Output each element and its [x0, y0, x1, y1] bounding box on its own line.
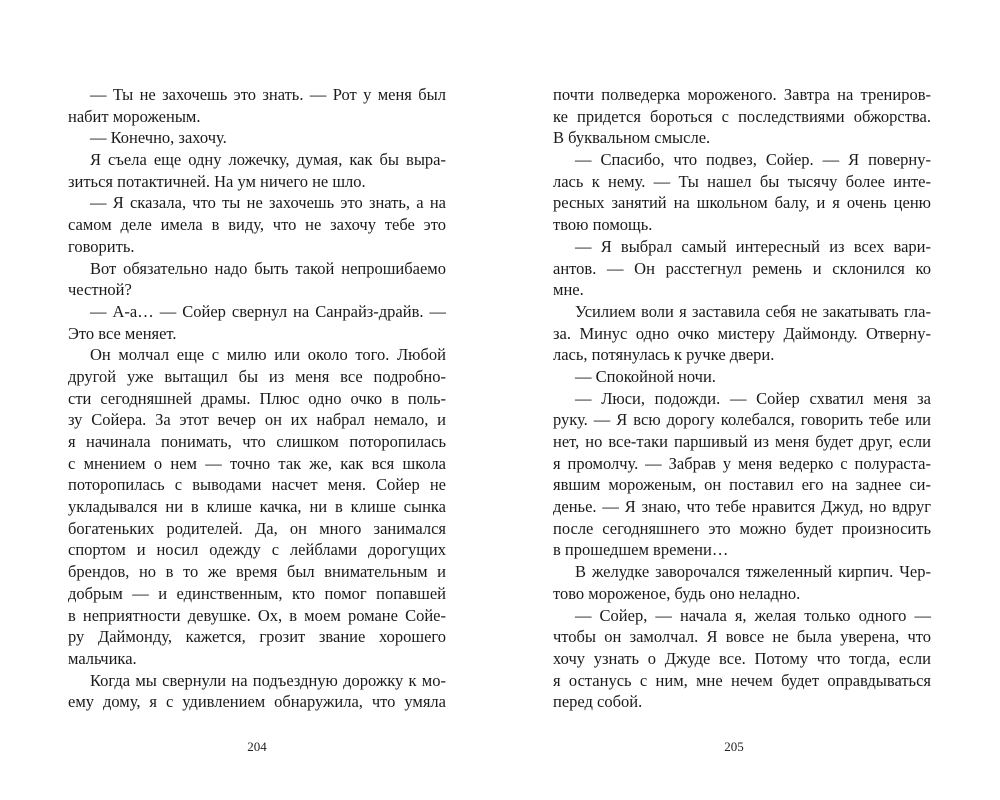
right-page-text	[553, 84, 931, 714]
text-line: лась к нему. — Ты нашел бы тысячу более инте-	[553, 171, 931, 191]
text-line: почти полведерка мороженого. Завтра на трениров-	[553, 85, 931, 104]
text-line: зиться потактичней. На ум ничего не шло.	[68, 171, 366, 191]
text-line: Он молчал еще с милю или около того. Любой	[90, 345, 446, 365]
text-line: В буквальном смысле.	[553, 128, 711, 148]
text-line: явшим мороженым, он поставил его на заднее си-	[553, 475, 931, 495]
text-line: ке придется бороться с последствиями обжорства.	[553, 106, 931, 126]
text-line: в прошедшем времени…	[553, 540, 729, 560]
text-line: Вот обязательно надо быть такой непрошибаемо	[90, 258, 446, 278]
text-line: — Спасибо, что подвез, Сойер. — Я поверну-	[575, 150, 931, 170]
text-line: зу Сойера. За этот вечер он их набрал немало, и	[68, 410, 446, 430]
text-line: укладывался ни в клише качка, ни в клише сынка	[68, 497, 446, 517]
left-page-number: 204	[247, 739, 267, 754]
text-line: мне.	[553, 280, 584, 300]
text-line: — Люси, подожди. — Сойер схватил меня за	[575, 388, 931, 408]
text-line: самом деле имела в виду, что не захочу тебе это	[68, 215, 446, 235]
text-line: — Я выбрал самый интересный из всех вари-	[575, 236, 931, 256]
text-line: я начинала понимать, что слишком поторопилась	[68, 432, 446, 451]
text-line: брендов, но в то же время был внимательным и	[68, 562, 446, 582]
text-line: твою помощь.	[553, 215, 653, 235]
text-line: спортом и носил одежду с лейблами дорогущих	[68, 540, 446, 560]
text-line: перед собой.	[553, 692, 643, 712]
text-line: хочу узнать о Джуде все. Потому что тогда, если	[553, 648, 931, 668]
text-line: за. Минус одно очко мистеру Даймонду. Отверну-	[553, 323, 931, 343]
text-line: тово мороженое, будь оно неладно.	[553, 583, 801, 603]
text-line: мальчика.	[68, 648, 137, 668]
text-line: честной?	[68, 280, 132, 300]
text-line: В желудке заворочался тяжеленный кирпич. Чер-	[575, 562, 931, 582]
text-line: я промолчу. — Забрав у меня ведерко с полураста-	[553, 453, 931, 473]
text-line: Это все меняет.	[68, 323, 177, 343]
text-line: я останусь с ним, мне нечем будет оправдываться	[553, 670, 931, 690]
text-line: Усилием воли я заставила себя не закатывать гла-	[575, 301, 931, 321]
text-line: говорить.	[68, 236, 135, 256]
text-line: другой уже вытащил бы из меня все подробно-	[68, 366, 446, 386]
text-line: поторопилась с выводами насчет меня. Сойер не	[68, 475, 446, 495]
text-line: после сегодняшнего это можно будет произносить	[553, 518, 931, 538]
text-line: ру Даймонду, кажется, грозит звание хорошего	[68, 627, 446, 647]
text-line: — Сойер, — начала я, желая только одного —	[575, 605, 931, 625]
text-line: чтобы он замолчал. Я вовсе не была уверена, что	[553, 627, 931, 647]
left-page-text	[68, 84, 446, 714]
text-line: — Спокойной ночи.	[575, 366, 716, 386]
text-line: — Я сказала, что ты не захочешь это знать, а на	[90, 193, 446, 213]
text-line: Когда мы свернули на подъездную дорожку к мо-	[90, 670, 446, 690]
text-line: денье. — Я знаю, что тебе нравится Джуд, но вдруг	[553, 497, 931, 517]
text-line: антов. — Он расстегнул ремень и склонился ко	[553, 258, 931, 278]
text-line: сти сегодняшней драмы. Плюс одно очко в поль-	[68, 388, 446, 408]
text-line: нет, но все-таки паршивый из меня будет друг, если	[553, 432, 931, 451]
text-line: руку. — Я всю дорогу колебался, говорить тебе или	[553, 410, 931, 430]
text-line: — А-а… — Сойер свернул на Санрайз-драйв. —	[90, 301, 446, 321]
right-page-number: 205	[724, 739, 744, 754]
text-line: в неприятности девушке. Ох, в моем романе Сойе-	[68, 605, 446, 625]
text-line: с мнением о нем — точно так же, как вся школа	[68, 453, 446, 473]
text-line: ресных занятий на школьном балу, и я очень ценю	[553, 193, 931, 213]
text-line: — Конечно, захочу.	[90, 128, 227, 148]
text-line: богатеньких родителей. Да, он много занимался	[68, 518, 446, 538]
text-line: лась, потянулась к ручке двери.	[553, 345, 775, 365]
text-line: набит мороженым.	[68, 106, 201, 126]
text-line: Я съела еще одну ложечку, думая, как бы выра-	[90, 150, 446, 170]
text-line: ему дому, я с удивлением обнаружила, что умяла	[68, 692, 446, 712]
text-line: — Ты не захочешь это знать. — Рот у меня был	[90, 85, 446, 104]
text-line: добрым — и единственным, кто помог попавшей	[68, 583, 446, 603]
